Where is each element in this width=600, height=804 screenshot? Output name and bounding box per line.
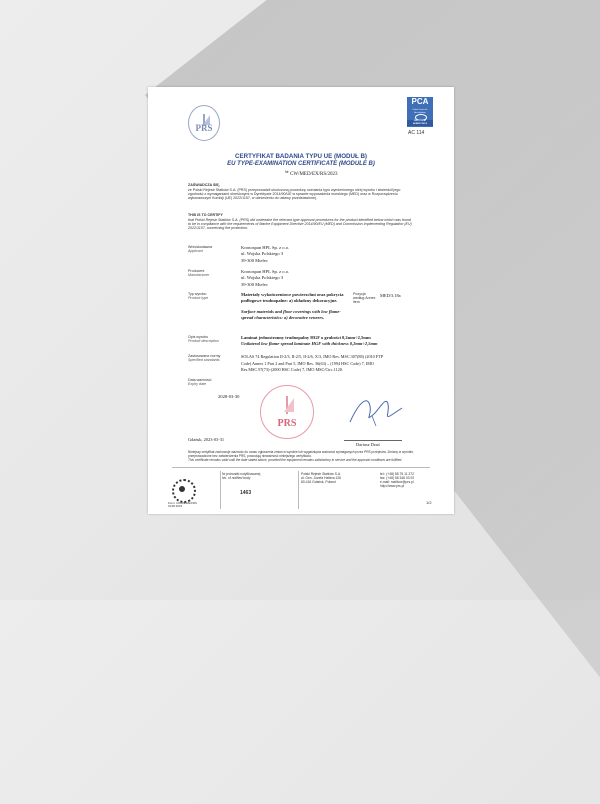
standards-label: Zastosowane normy Specified standards [188, 354, 221, 363]
page-number: 1/2 [426, 500, 432, 505]
notified-body-label: Nr jednostki notyfikowanej No. of notified body [222, 472, 261, 480]
validity-notice-en: This certificate remains valid until the date stated above, provided the equipment remains satisfactory in service and the approval conditions are fulfilled. [188, 458, 403, 462]
place-and-date: Gdańsk, 2023-03-31 [188, 437, 225, 442]
accreditation-number: AC 114 [408, 130, 425, 136]
ship-wheel-emblem [172, 479, 196, 503]
form-number: Form: CW/MED/EX/RS 01/06.2023 [168, 501, 197, 509]
validity-notice-pl: Niniejszy certyfikat zachowuje ważność do czasu zgłoszenia zmian w wyrobie lub wygaśnięcia ważności wymaganych przez PRS przepisów. Zmiany w wyrobie, przeprowadzone bez zatwierdzenia PRS, powodują nieważność niniejszego certyfikatu. [188, 450, 414, 458]
footer-divider [172, 467, 430, 468]
pca-accreditation-badge: PCA Polish Centre for Accreditation CERTYFIKAT AKREDYTACJI [407, 97, 433, 127]
number-label: Nr [285, 170, 289, 174]
intro-heading-en: THIS IS TO CERTIFY [188, 213, 223, 217]
expiry-date-label: Data ważności Expiry date [188, 378, 212, 387]
product-type-label: Typ wyrobu Product type [188, 292, 209, 301]
prs-contacts: tel.: (+48) 58 75 11 272 fax: (+48) 58 346 03 92 e-mail: mailbox@prs.pl http://www.prs.pl [380, 472, 415, 488]
signatory-name: Dariusz Dzuś [356, 442, 380, 447]
certificate-title-en: EU TYPE-EXAMINATION CERTIFICATE (MODULE B) [227, 161, 375, 167]
manufacturer-value: Kronospan HPL Sp. z o.o. ul. Wojska Polskiego 3 39-300 Mielec [241, 269, 290, 287]
prs-address: Polski Rejestr Statków S.A. al. Gen. Józefa Hallera 126 80-416 Gdańsk, Poland [301, 472, 341, 484]
intro-text-en: that Polski Rejestr Statków S.A. (PRS) did undertake the relevant type approval procedures for the product identified below which was found to be in compliance with the requirements of Marine Equipment Directive 2014/90/EU (MED) and Commission Implementing Regulation (EU) 2022/1157, concerning fire protection. [188, 218, 412, 231]
certificate-page [148, 87, 454, 514]
signature-line [344, 440, 402, 441]
product-description-pl: Laminat jednostronny trudnopalny HGF o grubości 0,2mm÷2,5mm [241, 335, 371, 340]
signature [346, 392, 406, 428]
expiry-date-value: 2028-03-30 [218, 394, 240, 399]
standards-value: SOLAS 74 Regulation II-2/3, II-2/5, II-2/6, X/3, IMO Res. MSC.307(88) (2010 FTP Code) Annex 1 Part 2 and Part 5, IMO Res. 36(63) – (1994 HSC Code) 7, IMO Res.MSC.97(73)-(2000 HSC Code) 7, IMO MSC/Circ.1120. [241, 354, 384, 372]
intro-text-pl: że Polski Rejestr Statków S.A. (PRS) przeprowadził ukończoną procedurę oceniania typu wymienionego niżej wyrobu i stwierdził jego zgodność z wymaganiami określonymi w Dyrektywie 2014/90/UE w sprawie wyposażenia morskiego (MED) oraz w Rozporządzeniu wykonawczym Komisji (UE) 2022/1157, w odniesieniu do ustawy przedstawionej. [188, 188, 401, 201]
footer-rule-2 [298, 471, 299, 509]
certificate-title-pl: CERTYFIKAT BADANIA TYPU UE (MODUŁ B) [235, 153, 367, 160]
notified-body-number: 1463 [240, 490, 252, 496]
product-description-en: Unilateral low flame-spread laminate HGF with thickness 0,2mm÷2,5mm [241, 341, 378, 346]
product-type-en: Surface materials and floor coverings with low flame-spread characteristics: a) decorative veneers. [241, 309, 341, 320]
intro-heading-pl: ZAŚWIADCZA SIĘ, [188, 183, 220, 187]
prs-logo: PRS [188, 105, 220, 141]
prs-stamp: PRS [260, 385, 314, 439]
annex-item-value: MED/3.18a [380, 293, 401, 298]
manufacturer-label: Producent Manufacturer [188, 269, 210, 278]
annex-item-label: Pozycja według Annex item [353, 292, 376, 305]
footer-rule-1 [220, 471, 221, 509]
product-type-pl: Materiały wykończeniowe powierzchni oraz pokrycia podłogowe trudnopalne: a) okładzny dekoracyjne. [241, 292, 344, 303]
applicant-label: Wnioskodawca Applicant [188, 245, 213, 254]
applicant-value: Kronospan HPL Sp. z o.o. ul. Wojska Polskiego 3 39-300 Mielec [241, 245, 290, 263]
certificate-number: CW/MED/EX/RS/2023 [290, 172, 338, 177]
product-description-label: Opis wyrobu Product description [188, 335, 219, 344]
